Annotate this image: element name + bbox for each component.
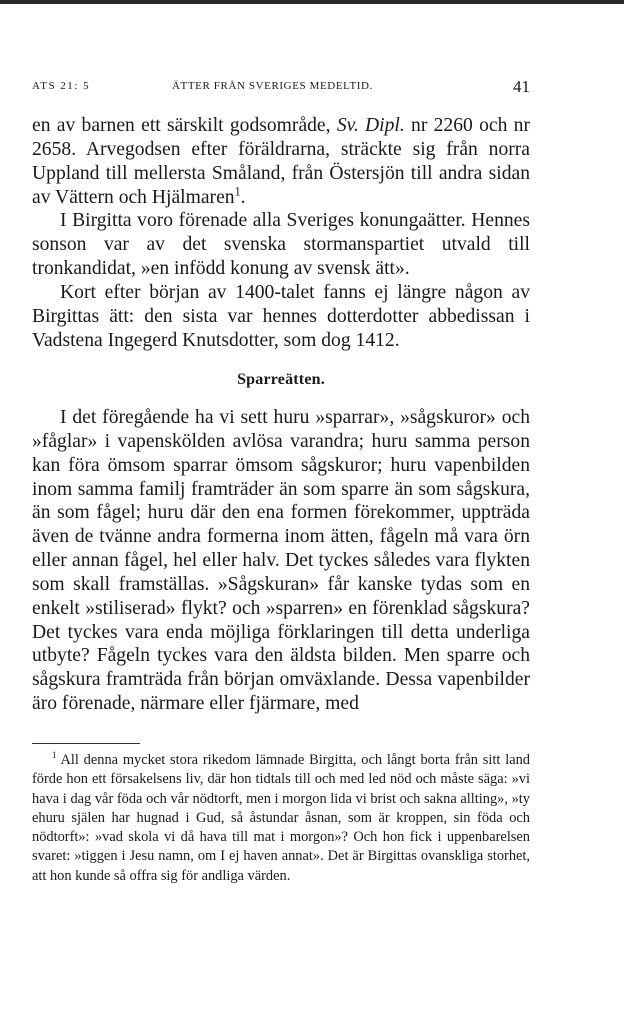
footnote-paragraph — [32, 751, 530, 886]
footnote-reference[interactable]: 1 — [234, 184, 241, 198]
section-heading: Sparreätten. — [237, 371, 325, 388]
citation-italic: Sv. Dipl. — [336, 115, 405, 136]
footnote-separator — [32, 743, 140, 744]
series-reference: ATS 21: 5 — [32, 80, 91, 92]
page-number: 41 — [513, 77, 530, 96]
body-text-section — [32, 406, 530, 716]
paragraph-birgitta: I Birgitta voro förenade alla Sveriges konungaätter. Hennes sonson var av det svenska stormanspartiet utvald till tronkandidat, »en infödd konung av svensk ätt». — [32, 210, 530, 280]
footnote — [32, 751, 530, 886]
running-head — [32, 78, 530, 100]
paragraph-continued — [32, 114, 530, 209]
running-title: ÄTTER FRÅN SVERIGES MEDELTID. — [172, 80, 373, 92]
body-text-top — [32, 114, 530, 352]
paragraph-text: nr 2260 och nr 2658. Arvegodsen efter föräldrarna, sträckte sig från norra Uppland till mellersta Småland, från Östersjön till andra sidan av Vättern och Hjälmaren — [32, 115, 530, 208]
footnote-text: All denna mycket stora rikedom lämnade Birgitta, och långt borta från sitt land förde hon ett försakelsens liv, där hon tidtals till och med led nöd och måste säga: »vi hava i dag vår föda och vår nödtorft, men i morgon lida vi brist och sakna allting», »ty ehuru själen har hugnad i Gud, så åstundar åsnan, som är kroppen, sin föda och nödtorft»: »vad skola vi då hava till mat i morgon»? Och hon fick i uppenbarelsen svaret: »tiggen i Jesu namn, om I ej haven annat». Det är Birgittas ovanskliga storhet, att hon kunde så offra sig för andliga värden. — [32, 752, 530, 884]
top-edge-rule — [0, 0, 624, 4]
paragraph-text: . — [240, 186, 246, 208]
paragraph-sparre: I det föregående ha vi sett huru »sparrar», »sågskuror» och »fåglar» i vapenskölden avlösa varandra; huru samma person kan föra ömsom sparrar ömsom sågskuror; huru vapenbilden inom samma familj framträder än som sparre än som sågskura, än som fågel; huru där den ena formen förekommer, uppträda även de tvänne andra formerna inom ätten, fågeln må vara örn eller annan fågel, hel eller halv. Det tyckes således vara flykten som skall framställas. »Sågskuran» får kanske tydas som en enkelt »stiliserad» flykt? och »sparren» en förenklad sågskura? Det tyckes vara enda möjliga förklaringen till detta underliga utbyte? Fågeln tyckes vara den äldsta bilden. Men sparre och sågskura framträda från början omväxlande. Dessa vapenbilder äro förenade, närmare eller fjärmare, med — [32, 407, 530, 715]
paragraph-text: en av barnen ett särskilt godsområde, — [32, 115, 337, 136]
paragraph-extinction: Kort efter början av 1400-talet fanns ej längre någon av Birgittas ätt: den sista var hennes dotterdotter abbedissan i Vadstena Ingegerd Knutsdotter, som dog 1412. — [32, 281, 530, 351]
footnote-marker: 1 — [52, 750, 57, 761]
